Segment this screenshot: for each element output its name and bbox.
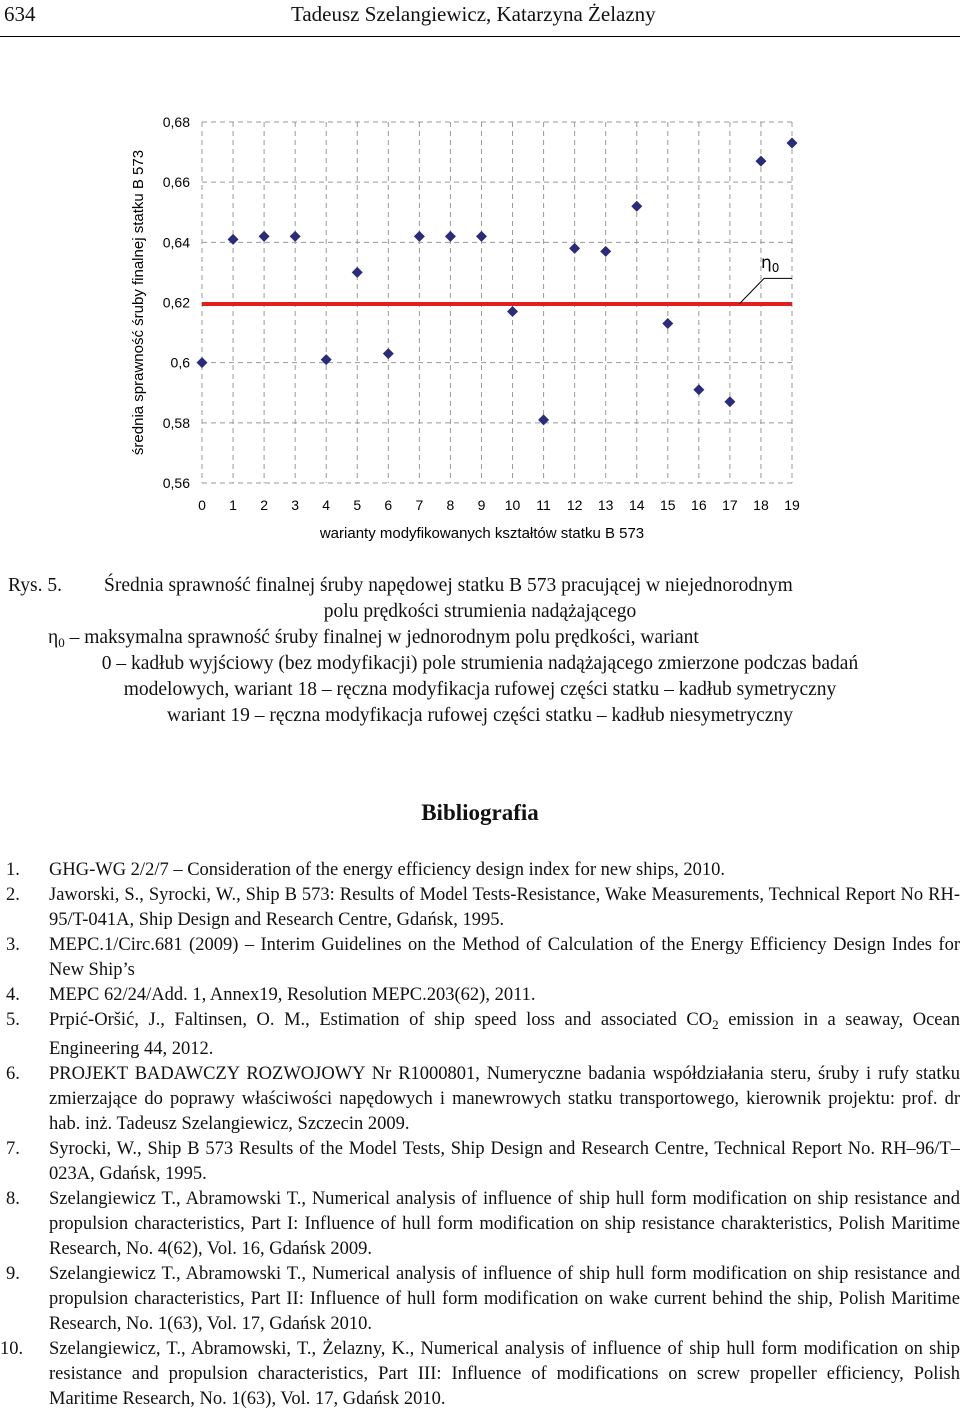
x-tick-label: 8: [446, 497, 455, 513]
x-tick-label: 14: [628, 497, 645, 513]
reference-text: MEPC.1/Circ.681 (2009) – Interim Guidelines on the Method of Calculation of the Energy Efficiency Design Indes for New Ship’s: [49, 935, 960, 980]
x-tick-labels: [198, 497, 800, 513]
data-point: [507, 306, 518, 317]
eta0-label: $\eta_0$: [760, 252, 780, 275]
data-point: [662, 318, 673, 329]
running-title: Tadeusz Szelangiewicz, Katarzyna Żelazny: [291, 2, 656, 26]
x-tick-label: 7: [415, 497, 424, 513]
x-tick-label: 4: [322, 497, 331, 513]
eta-symbol: η: [48, 627, 59, 648]
data-point: [445, 231, 456, 242]
efficiency-chart: [0, 95, 960, 555]
x-tick-label: 2: [260, 497, 269, 513]
x-tick-label: 10: [504, 497, 521, 513]
y-tick-label: 0,64: [162, 234, 190, 251]
x-tick-label: 17: [722, 497, 738, 513]
data-point: [228, 234, 239, 245]
y-tick-label: 0,68: [162, 114, 190, 130]
caption-line-4: 0 – kadłub wyjściowy (bez modyfikacji) pole strumienia nadążającego zmierzone podczas badań: [101, 653, 859, 674]
reference-text: PROJEKT BADAWCZY ROZWOJOWY Nr R1000801, Numeryczne badania współdziałania steru, śruby i rufy statku zmierzające do poprawy właściwości napędowych i manewrowych statku transportowego, kierownik projektu: prof. dr hab. inż. Tadeusz Szelangiewicz, Szczecin 2009.: [49, 1064, 960, 1134]
x-tick-label: 5: [353, 497, 362, 513]
x-tick-label: 13: [597, 497, 614, 513]
x-tick-label: 19: [784, 497, 800, 513]
y-axis-label: średnia sprawność śruby finalnej statku B 573: [130, 149, 147, 456]
data-point: [321, 354, 332, 365]
reference-text: Syrocki, W., Ship B 573 Results of the Model Tests, Ship Design and Research Centre, Technical Report No. RH–96/T–023A, Gdańsk, 1995.: [49, 1139, 960, 1184]
data-point: [600, 246, 611, 257]
data-point: [290, 231, 301, 242]
x-tick-label: 15: [660, 497, 676, 513]
data-point: [259, 231, 270, 242]
caption-line-2: polu prędkości strumienia nadążającego: [323, 601, 637, 622]
reference-number: 7.: [6, 1139, 20, 1159]
reference-text: Jaworski, S., Syrocki, W., Ship B 573: Results of Model Tests-Resistance, Wake Measurements, Technical Report No RH-95/T-041A, Ship Design and Research Centre, Gdańsk, 1995.: [49, 885, 960, 930]
x-axis-label: warianty modyfikowanych kształtów statku B 573: [319, 525, 645, 542]
reference-number: 10.: [0, 1339, 24, 1359]
reference-number: 4.: [6, 985, 20, 1005]
page-header: [0, 0, 960, 37]
y-tick-labels: [163, 114, 190, 491]
page-number: 634: [4, 2, 36, 26]
bibliography-title: Bibliografia: [421, 800, 539, 825]
reference-number: 8.: [6, 1189, 20, 1209]
caption-line-1: Średnia sprawność finalnej śruby napędowej statku B 573 pracującej w niejednorodnym: [104, 575, 793, 596]
x-tick-label: 1: [229, 497, 237, 513]
data-point: [197, 357, 208, 368]
reference-item: [0, 883, 960, 933]
y-tick-label: 0,56: [162, 475, 190, 491]
reference-item: [0, 1137, 960, 1187]
co2-subscript: 2: [712, 1017, 719, 1032]
y-tick-label: 0,58: [162, 414, 190, 431]
x-tick-label: 18: [753, 497, 769, 513]
reference-text: [49, 1008, 960, 1062]
reference-text: Szelangiewicz, T., Abramowski, T., Żelazny, K., Numerical analysis of influence of ship hull form modification on ship resistance and propulsion characteristics, Part III: Influence of modifications on screw propeller efficiency, Polish Maritime Research, No. 1(63), Vol. 17, Gdańsk 2010.: [49, 1339, 960, 1409]
y-tick-label: 0,66: [162, 174, 190, 191]
y-tick-label: 0,62: [162, 294, 190, 311]
reference-number: 6.: [6, 1064, 20, 1084]
reference-text: Szelangiewicz T., Abramowski T., Numerical analysis of influence of ship hull form modification on ship resistance and propulsion characteristics, Part II: Influence of hull form modification on wake current behind the ship, Polish Maritime Research, No. 1(63), Vol. 17, Gdańsk 2010.: [49, 1264, 960, 1334]
caption-line-6: wariant 19 – ręczna modyfikacja rufowej części statku – kadłub niesymetryczny: [167, 705, 793, 726]
reference-list: [0, 858, 960, 1412]
x-tick-label: 12: [566, 497, 583, 513]
reference-item: [0, 1262, 960, 1337]
reference-item: [0, 1062, 960, 1137]
y-tick-label: 0,6: [170, 354, 190, 371]
reference-item: [0, 1337, 960, 1412]
caption-line-3-text: – maksymalna sprawność śruby finalnej w jednorodnym polu prędkości, wariant: [69, 627, 699, 648]
reference-item: [0, 1187, 960, 1262]
reference-item: [0, 858, 960, 883]
data-point: [383, 348, 394, 359]
reference-number: 2.: [6, 885, 20, 905]
reference-text-part: emission in a seaway, Ocean Engineering 44, 2012.: [49, 1010, 960, 1059]
reference-text: GHG-WG 2/2/7 – Consideration of the energy efficiency design index for new ships, 2010.: [49, 860, 725, 880]
eta0-label-pointer: [739, 278, 792, 304]
reference-number: 3.: [6, 935, 20, 955]
reference-number: 1.: [6, 860, 20, 880]
x-tick-label: 16: [691, 497, 707, 513]
reference-item: [0, 933, 960, 983]
reference-number: 5.: [6, 1010, 20, 1030]
data-points: [197, 138, 798, 426]
data-point: [538, 414, 549, 425]
reference-text: MEPC 62/24/Add. 1, Annex19, Resolution MEPC.203(62), 2011.: [49, 985, 536, 1005]
caption-label: Rys. 5.: [8, 575, 62, 596]
data-point: [352, 267, 363, 278]
x-tick-label: 6: [384, 497, 393, 513]
x-tick-label: 0: [198, 497, 206, 513]
data-point: [476, 231, 487, 242]
x-tick-label: 9: [477, 497, 486, 513]
x-tick-label: 11: [536, 497, 551, 513]
data-point: [755, 156, 766, 167]
caption-line-5: modelowych, wariant 18 – ręczna modyfikacja rufowej części statku – kadłub symetryczny: [123, 679, 837, 700]
x-tick-label: 3: [291, 497, 300, 513]
eta-subscript: 0: [58, 635, 65, 650]
reference-item: [0, 1008, 960, 1062]
reference-text: Szelangiewicz T., Abramowski T., Numerical analysis of influence of ship hull form modification on ship resistance and propulsion characteristics, Part I: Influence of hull form modification on ship resistance charakteristics, Polish Maritime Research, No. 4(62), Vol. 16, Gdańsk 2009.: [49, 1189, 960, 1259]
data-point: [569, 243, 580, 254]
reference-text-part: Prpić-Oršić, J., Faltinsen, O. M., Estimation of ship speed loss and associated CO: [49, 1010, 713, 1030]
reference-number: 9.: [6, 1264, 20, 1284]
data-point: [787, 138, 798, 149]
reference-item: [0, 983, 960, 1008]
data-point: [414, 231, 425, 242]
data-point: [693, 384, 704, 395]
data-point: [724, 396, 735, 407]
data-point: [631, 201, 642, 212]
